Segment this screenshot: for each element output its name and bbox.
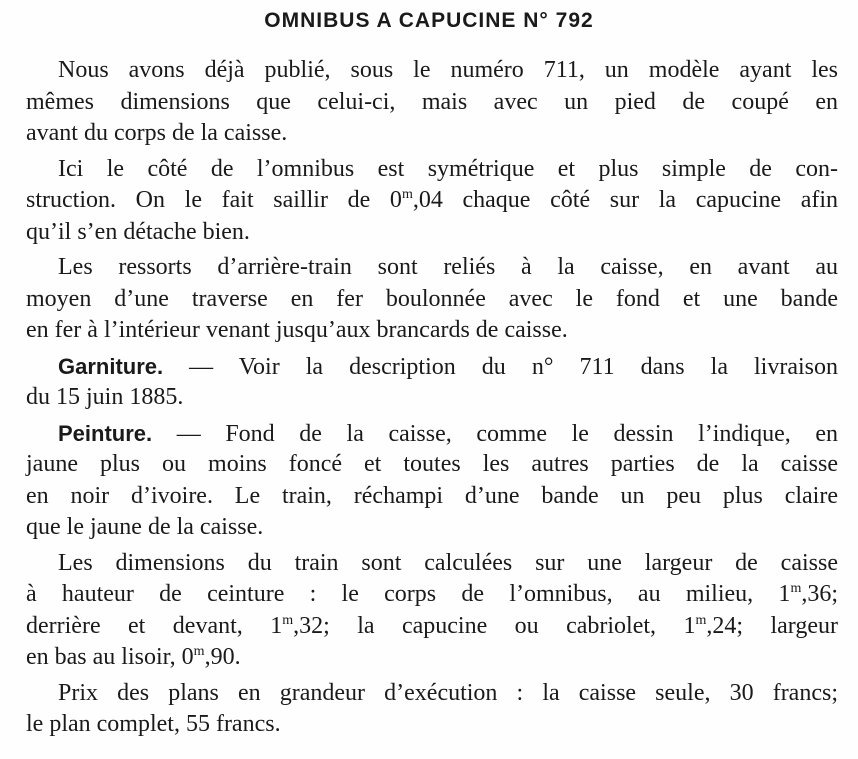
text-line: que le jaune de la caisse. <box>26 514 264 540</box>
text-line: Ici le côté de l’omnibus est symétrique et plus simple de con- <box>58 155 838 182</box>
text-line-content: à hauteur de ceinture : le corps de l’omnibus, au milieu, 1$^m$,36; <box>26 581 838 607</box>
text-line: en noir d’ivoire. Le train, réchampi d’une bande un peu plus claire <box>26 482 838 509</box>
text-line: Les ressorts d’arrière-train sont reliés à la caisse, en avant au <box>58 254 838 280</box>
text-line <box>26 185 838 217</box>
paragraph-side <box>26 154 838 249</box>
text-line <box>26 351 838 383</box>
text-line: du 15 juin 1885. <box>26 384 184 410</box>
text-line: Nous avons déjà publié, sous le numéro 711, un modèle ayant les <box>58 57 838 83</box>
text-line: moyen d’une traverse en fer boulonnée avec le fond et une bande <box>26 285 838 312</box>
text-line <box>26 642 838 674</box>
text-line-content: struction. On le fait saillir de 0$^m$,04 chaque côté sur la capucine afin <box>26 187 839 213</box>
section-lead-garniture: Garniture. <box>58 353 164 379</box>
text-line: avant du corps de la caisse. <box>26 120 288 146</box>
text-line: jaune plus ou moins foncé et toutes les autres parties de la caisse <box>26 451 838 477</box>
text-line: qu’il s’en détache bien. <box>26 218 250 245</box>
section-lead-peinture: Peinture. <box>58 420 153 446</box>
body-text <box>26 55 838 741</box>
text-line: mêmes dimensions que celui-ci, mais avec un pied de coupé en <box>26 88 838 115</box>
text-line <box>26 418 838 450</box>
paragraph-peinture <box>26 418 838 544</box>
text-line-content: en bas au lisoir, 0$^m$,90. <box>26 644 241 670</box>
paragraph-garniture <box>26 351 838 414</box>
text-line <box>26 611 838 643</box>
text-line: en fer à l’intérieur venant jusqu’aux brancards de caisse. <box>26 317 568 343</box>
text-line-content: — Fond de la caisse, comme le dessin l’indique, en <box>152 420 838 447</box>
page-title: OMNIBUS A CAPUCINE N° 792 <box>264 9 594 32</box>
text-line-content: — Voir la description du n° 711 dans la livraison <box>163 353 838 380</box>
text-line: Les dimensions du train sont calculées sur une largeur de caisse <box>58 549 838 576</box>
paragraph-intro <box>26 55 838 150</box>
text-line-content: derrière et devant, 1$^m$,32; la capucine ou cabriolet, 1$^m$,24; largeur <box>26 612 838 639</box>
paragraph-prices <box>26 678 838 741</box>
paragraph-springs <box>26 252 838 347</box>
text-line: Prix des plans en grandeur d’exécution : la caisse seule, 30 francs; <box>58 679 838 706</box>
text-line: le plan complet, 55 francs. <box>26 711 281 737</box>
paragraph-dimensions <box>26 548 838 674</box>
text-line <box>26 579 838 611</box>
